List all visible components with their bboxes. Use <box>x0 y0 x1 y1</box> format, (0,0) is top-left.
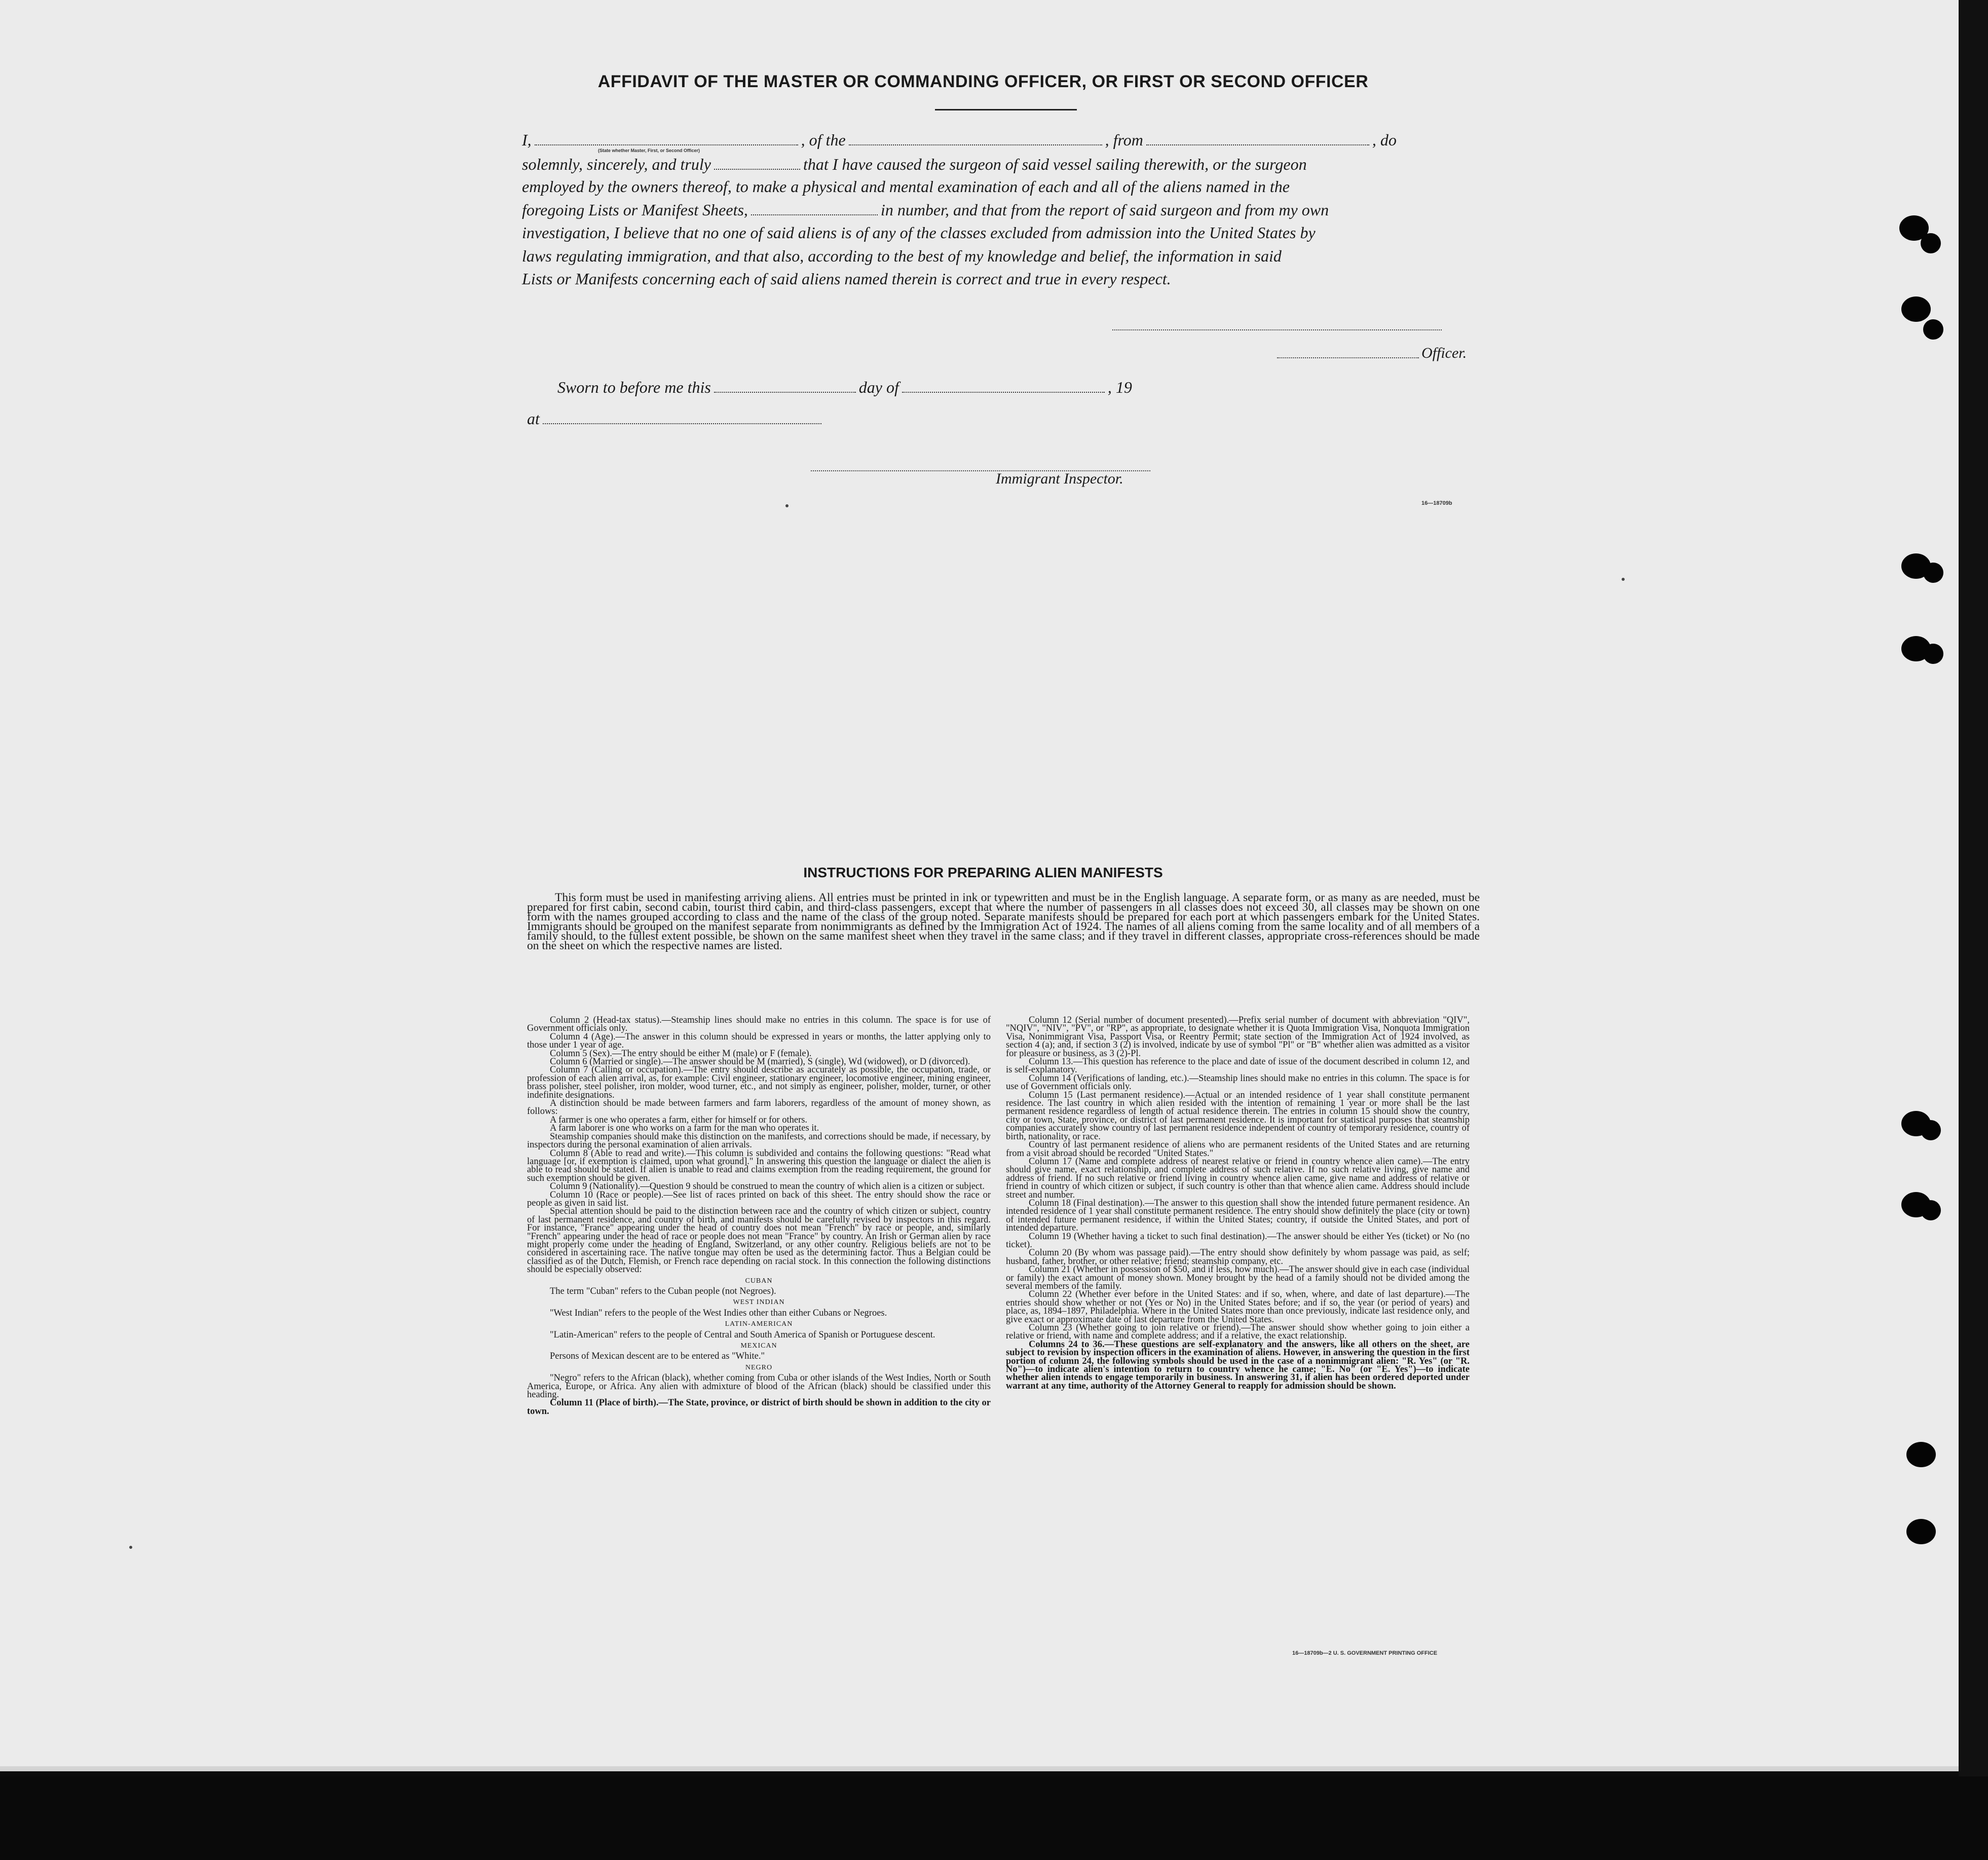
binder-hole <box>1921 1120 1941 1140</box>
heading-latin-american: LATIN-AMERICAN <box>725 1320 793 1328</box>
binder-hole <box>1923 563 1943 583</box>
affidavit-line-3: employed by the owners thereof, to make a physical and mental examination of each and all of the aliens named in the <box>522 177 1290 196</box>
sworn-day-blank[interactable] <box>714 390 856 393</box>
affidavit-line-5: investigation, I believe that no one of said aliens is of any of the classes excluded from admission into the United States by <box>522 224 1316 242</box>
affidavit-title: AFFIDAVIT OF THE MASTER OR COMMANDING OFFICER, OR FIRST OR SECOND OFFICER <box>597 72 1369 91</box>
vessel-name-blank[interactable] <box>849 142 1102 145</box>
heading-west-indian: WEST INDIAN <box>733 1298 785 1307</box>
affidavit-line-6: laws regulating immigration, and that also, according to the best of my knowledge and belief, the information in said <box>522 247 1282 265</box>
printing-office-code: 16—18709b—2 U. S. GOVERNMENT PRINTING OFFICE <box>1292 1650 1438 1656</box>
form-code: 16—18709b <box>1421 500 1452 506</box>
instructions-intro: This form must be used in manifesting arriving aliens. All entries must be printed in ink or typewritten and must be in the English language. A separate form, or as many as are needed, must be prepared for first cabin, second cabin, tourist third cabin, and third-class passengers, except that where the number of passengers in all classes does not exceed 30, all classes may be shown on one form with the names grouped according to class and the name of the class of the group noted. Separate manifests should be prepared for each port at which passengers embark for the United States. Immigrants should be grouped on the manifest separate from nonimmigrants as defined by the Immigration Act of 1924. The names of all aliens coming from the same locality and of all members of a family should, to the fullest extent possible, be shown on the same manifest sheet when they travel in the same class; and if they travel in different classes, appropriate cross-references should be made on the sheet on which the respective names are listed. <box>527 891 1480 952</box>
affidavit-line-4: foregoing Lists or Manifest Sheets, in number, and that from the report of said surgeon and from my own <box>522 201 1329 219</box>
sworn-month-blank[interactable] <box>902 390 1105 393</box>
speck <box>1622 578 1625 581</box>
instructions-title: INSTRUCTIONS FOR PREPARING ALIEN MANIFESTS <box>803 865 1163 880</box>
binder-hole <box>1921 1200 1941 1220</box>
binder-hole <box>1921 233 1941 253</box>
affidavit-line-1: I, , of the , from , do <box>522 131 1397 149</box>
at-line: at <box>527 410 1480 428</box>
heading-cuban: CUBAN <box>745 1277 773 1285</box>
binder-hole <box>1901 296 1931 322</box>
scan-edge <box>1959 0 1988 1860</box>
instructions-right-column: Column 12 (Serial number of document presented).—Prefix serial number of document with abbreviation "QIV", "NQIV", "NIV", "PV", or "RP", as appropriate, to designate whether it is Quota Immigration Visa, Nonquota Immigration Visa, Nonimmigrant Visa, Passport Visa, or Reentry Permit; state section of the Immigration Act of 1924 involved, as section 4 (a); and, if section 3 (2) is involved, indicate by use of symbol "Pl" or "B" whether alien was admitted as a visitor for pleasure or business, as 3 (2)-Pl. Column 13.—This question has reference to the place and date of issue of the document described in column 12, and is self-explanatory. Column 14 (Verifications of landing, etc.).—Steamship lines should make no entries in this column. The space is for use of Government officials only. Column 15 (Last permanent residence).—Actual or an intended residence of 1 year shall constitute permanent residence. The last country in which alien resided with the intention of remaining 1 year or more shall be the last permanent residence regardless of length of actual residence therein. The entries in column 15 should show the country, city or town, State, province, or district of last permanent residence. It is important for statistical purposes that steamship companies accurately show country of last permanent residence independent of country of temporary residence, country of birth, nationality, or race. Country of last permanent residence of aliens who are permanent residents of the United States and are returning from a visit abroad should be recorded "United States." Column 17 (Name and complete address of nearest relative or friend in country whence alien came).—The entry should give name, exact relationship, and complete address of such relative. If no such relative living, give name and address of friend. If no such relative or friend living in country whence alien came, give name and address of relative or friend in country of which citizen or subject, if such country is other than that whence alien came. Address should include street and number. Column 18 (Final destination).—The answer to this question shall show the intended future permanent residence. An intended residence of 1 year shall constitute permanent residence. The entry should show definitely the place (city or town) of intended future permanent residence, if within the United States; country, if outside the United States, and port of intended departure. Column 19 (Whether having a ticket to such final destination).—The answer should be either Yes (ticket) or No (no ticket). Column 20 (By whom was passage paid).—The entry should show definitely by whom passage was paid, as self; husband, father, brother, or other relative; friend; steamship company, etc. Column 21 (Whether in possession of $50, and if less, how much).—The answer should give in each case (individual or family) the exact amount of money shown. Money brought by the head of a family should not be divided among the several members of the family. Column 22 (Whether ever before in the United States: and if so, when, where, and date of last departure).—The entries should show whether or not (Yes or No) in the United States before; and if so, the year (or period of years) and place, as, 1894–1897, Philadelphia. Where in the United States more than once previously, indicate last residence only, and give exact or approximate date of last departure from the United States. Column 23 (Whether going to join relative or friend).—The answer should show whether going to join either a relative or friend, with name and complete address; and if a relative, the exact relationship. Columns 24 to 36.—These questions are self-explanatory and the answers, like all others on the sheet, are subject to revision by inspection officers in the examination of aliens. However, in answering the question in the first portion of column 24, the following symbols should be used in the case of a nonimmigrant alien: "R. Yes" (or "R. No")—to indicate alien's intention to return to country whence he came; "E. No" (or "E. Yes")—to indicate whether alien intends to engage temporarily in business. In answering 31, if alien has been ordered deported under warrant at any time, authority of the Attorney General to reapply for admission should be shown. <box>1006 1015 1470 1391</box>
instructions-left-column: Column 2 (Head-tax status).—Steamship lines should make no entries in this column. The space is for use of Government officials only. Column 4 (Age).—The answer in this column should be expressed in years or months, the latter applying only to those under 1 year of age. Column 5 (Sex).—The entry should be either M (male) or F (female). Column 6 (Married or single).—The answer should be M (married), S (single), Wd (widowed), or D (divorced). Column 7 (Calling or occupation).—The entry should describe as accurately as possible, the occupation, trade, or profession of each alien arrival, as, for example: Civil engineer, stationary engineer, locomotive engineer, mining engineer, brass polisher, steel polisher, iron molder, wood turner, etc., and not simply as engineer, polisher, molder, turner, or other indefinite designations. A distinction should be made between farmers and farm laborers, regardless of the amount of money shown, as follows: A farmer is one who operates a farm, either for himself or for others. A farm laborer is one who works on a farm for the man who operates it. Steamship companies should make this distinction on the manifests, and corrections should be made, if necessary, by inspectors during the personal examination of alien arrivals. Column 8 (Able to read and write).—This column is subdivided and contains the following questions: "Read what language [or, if exemption is claimed, upon what ground]." In answering this question the language or dialect the alien is able to read should be stated. If alien is unable to read and claims exemption from the reading requirement, the ground for such exemption should be given. Column 9 (Nationality).—Question 9 should be construed to mean the country of which alien is a citizen or subject. Column 10 (Race or people).—See list of races printed on back of this sheet. The entry should show the race or people as given in said list. Special attention should be paid to the distinction between race and the country of which citizen or subject, country of last permanent residence, and country of birth, and manifests should be carefully revised by inspectors in this regard. For instance, "France" appearing under the head of country does not mean "French" by race or people, and, similarly "French" appearing under the head of race or people does not mean "France" by country. An Irish or German alien by race might properly come under the heading of England, Switzerland, or any other country. Religious beliefs are not to be considered in ascertaining race. The native tongue may often be used as the determining factor. Thus a Belgian could be classified as of the Dutch, Flemish, or French race depending on racial stock. In this connection the following distinctions should be especially observed: CUBAN The term "Cuban" refers to the Cuban people (not Negroes). WEST INDIAN "West Indian" refers to the people of the West Indies other than either Cubans or Negroes. LATIN-AMERICAN "Latin-American" refers to the people of Central and South America of Spanish or Portuguese descent. MEXICAN Persons of Mexican descent are to be entered as "White." NEGRO "Negro" refers to the African (black), whether coming from Cuba or other islands of the West Indies, North or South America, Europe, or Africa. Any alien with admixture of blood of the African (black) should be classified under this heading. Column 11 (Place of birth).—The State, province, or district of birth should be shown in addition to the city or town. <box>527 1015 991 1417</box>
port-from-blank[interactable] <box>1146 142 1369 145</box>
oath-blank[interactable] <box>714 167 800 170</box>
officer-label: Officer. <box>1421 345 1467 361</box>
sworn-place-blank[interactable] <box>543 421 821 424</box>
rank-note: (State whether Master, First, or Second Officer) <box>598 148 700 153</box>
inspector-label: Immigrant Inspector. <box>996 470 1123 487</box>
binder-hole <box>1923 644 1943 664</box>
officer-title-line[interactable] <box>1277 357 1419 358</box>
sworn-line: Sworn to before me this day of , 19 <box>557 378 1132 396</box>
heading-mexican: MEXICAN <box>740 1342 777 1350</box>
affidavit-line-7: Lists or Manifests concerning each of said aliens named therein is correct and true in every respect. <box>522 270 1171 288</box>
binder-hole <box>1906 1519 1936 1544</box>
title-underline <box>935 109 1077 110</box>
signature-line[interactable] <box>1112 329 1442 330</box>
scan-bottom-margin <box>0 1776 1988 1860</box>
heading-negro: NEGRO <box>745 1363 773 1371</box>
speck <box>129 1546 132 1549</box>
officer-rank-blank[interactable] <box>535 142 798 145</box>
speck <box>785 504 789 507</box>
binder-hole <box>1906 1442 1936 1467</box>
affidavit-line-2: solemnly, sincerely, and truly that I have caused the surgeon of said vessel sailing therewith, or the surgeon <box>522 155 1307 173</box>
binder-hole <box>1923 319 1943 340</box>
sheet-count-blank[interactable] <box>751 212 878 215</box>
